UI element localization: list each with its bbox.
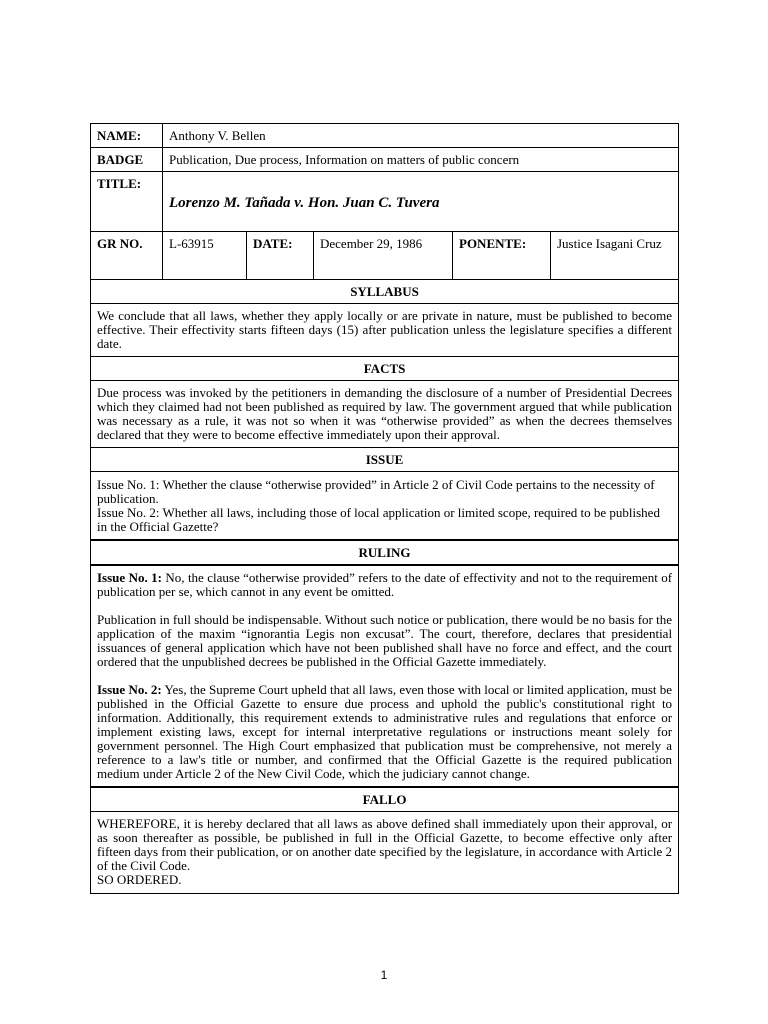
gr-label: GR NO. (91, 232, 163, 280)
case-digest-sheet (90, 123, 678, 894)
facts-heading-row (91, 357, 679, 381)
fallo-heading-row (91, 787, 679, 812)
facts-text: Due process was invoked by the petitioners in demanding the disclosure of a number of Presidential Decrees which they claimed had not been published as required by law. The government argued that while publication was necessary as a rule, it was not so when it was “otherwise provided” as when the decrees themselves declared that they were to become effective immediately upon their approval. (91, 381, 679, 448)
badge-row (91, 148, 679, 172)
fallo-body (91, 812, 679, 894)
ruling-issue-two-label: Issue No. 2: (97, 682, 162, 697)
fallo-text: WHEREFORE, it is hereby declared that all laws as above defined shall immediately upon their approval, or as soon thereafter as possible, be published in full in the Official Gazette, to become effective only after fifteen days from their publication, or on another date specified by the legislature, in accordance with Article 2 of the Civil Code. (97, 816, 673, 873)
ruling-issue-one-label: Issue No. 1: (97, 570, 162, 585)
badge-label: BADGE (91, 148, 163, 172)
ruling-body (91, 565, 679, 787)
ruling-body-row (91, 565, 679, 787)
syllabus-heading: SYLLABUS (91, 280, 679, 304)
title-cell (163, 172, 679, 232)
ruling-heading: RULING (91, 540, 679, 565)
date-label: DATE: (247, 232, 314, 280)
name-label: NAME: (91, 124, 163, 148)
gr-row (91, 232, 679, 280)
issue-one-text: Issue No. 1: Whether the clause “otherwise provided” in Article 2 of Civil Code pertains to the necessity of publication. (97, 477, 655, 506)
ponente-label: PONENTE: (453, 232, 551, 280)
issue-body-row (91, 472, 679, 541)
ruling-issue-two (97, 683, 672, 781)
issue-heading: ISSUE (91, 448, 679, 472)
title-label: TITLE: (91, 172, 163, 232)
case-title: Lorenzo M. Tañada v. Hon. Juan C. Tuvera (169, 195, 440, 211)
ruling-heading-row (91, 540, 679, 565)
name-value: Anthony V. Bellen (163, 124, 679, 148)
page-number: 1 (380, 968, 388, 982)
syllabus-text: We conclude that all laws, whether they apply locally or are private in nature, must be published to become effective. Their effectivity starts fifteen days (15) after publication unless the legislature specifies a different date. (91, 304, 679, 357)
fallo-body-row (91, 812, 679, 894)
fallo-closing: SO ORDERED. (97, 872, 182, 887)
name-row (91, 124, 679, 148)
case-digest-table (90, 123, 679, 894)
syllabus-body-row (91, 304, 679, 357)
ponente-value: Justice Isagani Cruz (551, 232, 679, 280)
issue-heading-row (91, 448, 679, 472)
badge-value: Publication, Due process, Information on matters of public concern (163, 148, 679, 172)
issue-body (91, 472, 679, 541)
ruling-paragraph-two: Publication in full should be indispensable. Without such notice or publication, there would be no basis for the application of the maxim “ignorantia Legis non excusat”. The court, therefore, declares that presidential issuances of general application which have not been published shall have no force and effect, and the court ordered that the unpublished decrees be published in the Official Gazette immediately. (97, 612, 673, 669)
date-value: December 29, 1986 (314, 232, 453, 280)
ruling-issue-two-text: Yes, the Supreme Court upheld that all laws, even those with local or limited application, must be published in the Official Gazette to ensure due process and uphold the public's constitutional right to information. Additionally, this requirement extends to administrative rules and regulations that enforce or implement existing laws, except for internal interpretative regulations or instructions meant solely for government personnel. The High Court emphasized that publication must be comprehensive, not merely a reference to a law's title or number, and confirmed that the Official Gazette is the required publication medium under Article 2 of the New Civil Code, which the judiciary cannot change. (97, 682, 673, 781)
issue-two-text: Issue No. 2: Whether all laws, including those of local application or limited scope, required to be published in the Official Gazette? (97, 505, 660, 534)
syllabus-heading-row (91, 280, 679, 304)
ruling-issue-one (97, 571, 672, 599)
title-row (91, 172, 679, 232)
fallo-heading: FALLO (91, 787, 679, 812)
gr-value: L-63915 (163, 232, 247, 280)
facts-body-row (91, 381, 679, 448)
facts-heading: FACTS (91, 357, 679, 381)
ruling-issue-one-text: No, the clause “otherwise provided” refers to the date of effectivity and not to the requirement of publication per se, which cannot in any event be omitted. (97, 570, 673, 599)
